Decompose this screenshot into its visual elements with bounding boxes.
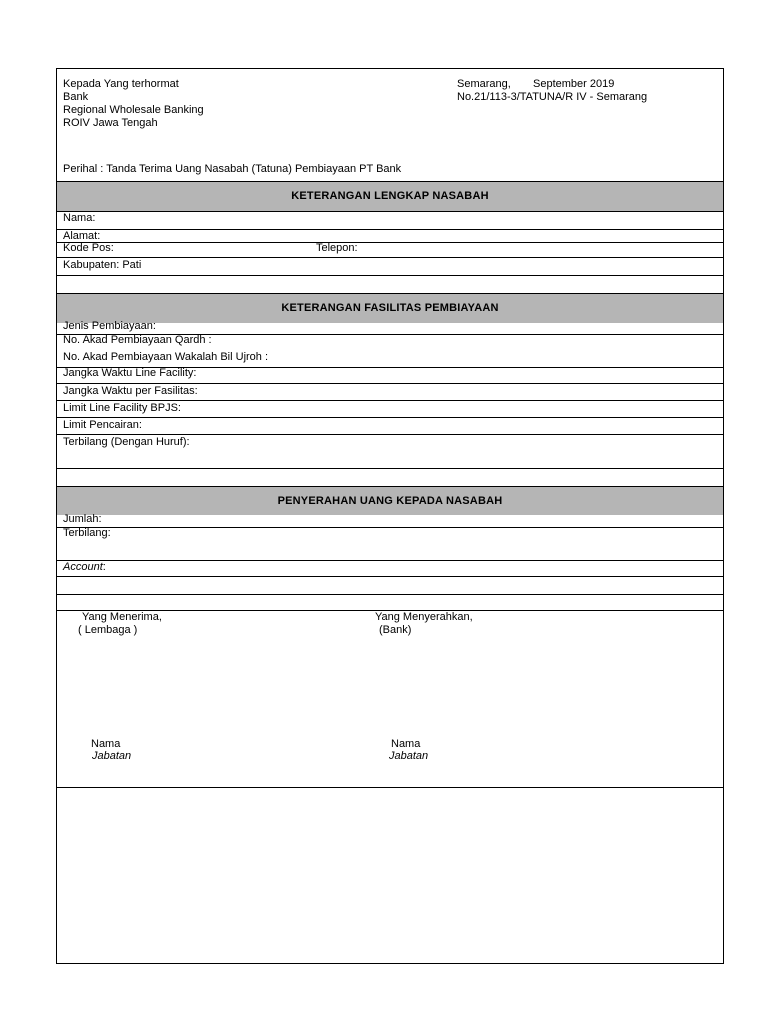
divider: [56, 242, 724, 243]
field-jenis-pembiayaan: Jenis Pembiayaan:: [63, 320, 156, 332]
field-jangka-fasilitas: Jangka Waktu per Fasilitas:: [63, 385, 198, 397]
field-terbilang: Terbilang:: [63, 527, 111, 539]
reference-number: No.21/113-3/TATUNA/R IV - Semarang: [457, 91, 648, 103]
account-label: Account: [63, 561, 103, 573]
field-akad-wakalah: No. Akad Pembiayaan Wakalah Bil Ujroh :: [63, 351, 269, 363]
divider: [56, 468, 724, 469]
field-terbilang-huruf: Terbilang (Dengan Huruf):: [63, 436, 190, 448]
field-jangka-line: Jangka Waktu Line Facility:: [63, 367, 197, 379]
divider: [56, 560, 724, 561]
giver-org: (Bank): [379, 624, 412, 636]
place-label: Semarang,: [457, 78, 511, 90]
subject-line: Perihal : Tanda Terima Uang Nasabah (Tatuna) Pembiayaan PT Bank: [63, 163, 402, 175]
divider: [56, 417, 724, 418]
giver-position: Jabatan: [389, 750, 429, 762]
recipient-line-4: ROIV Jawa Tengah: [63, 117, 158, 129]
divider: [56, 434, 724, 435]
giver-name: Nama: [391, 738, 421, 750]
receiver-name: Nama: [91, 738, 121, 750]
giver-title: Yang Menyerahkan,: [375, 611, 473, 623]
divider: [56, 257, 724, 258]
recipient-line-3: Regional Wholesale Banking: [63, 104, 204, 116]
field-kode-pos: Kode Pos:: [63, 242, 114, 254]
field-telepon: Telepon:: [316, 242, 358, 254]
recipient-line-2: Bank: [63, 91, 89, 103]
field-jumlah: Jumlah:: [63, 513, 102, 525]
divider: [56, 576, 724, 577]
divider: [56, 211, 724, 212]
divider: [56, 275, 724, 276]
receiver-title: Yang Menerima,: [82, 611, 162, 623]
field-kabupaten: Kabupaten: Pati: [63, 259, 142, 271]
field-limit-pencairan: Limit Pencairan:: [63, 419, 142, 431]
divider: [56, 400, 724, 401]
receiver-org: ( Lembaga ): [78, 624, 138, 636]
date-label: September 2019: [533, 78, 615, 90]
divider: [56, 594, 724, 595]
field-alamat: Alamat:: [63, 230, 101, 242]
field-akad-qardh: No. Akad Pembiayaan Qardh :: [63, 334, 212, 346]
section-title-facility: KETERANGAN FASILITAS PEMBIAYAAN: [57, 294, 723, 323]
receiver-position: Jabatan: [92, 750, 132, 762]
divider: [56, 527, 724, 528]
recipient-line-1: Kepada Yang terhormat: [63, 78, 179, 90]
divider: [56, 787, 724, 788]
account-colon: :: [102, 561, 106, 573]
field-limit-line: Limit Line Facility BPJS:: [63, 402, 181, 414]
section-title-customer: KETERANGAN LENGKAP NASABAH: [57, 182, 723, 211]
section-title-handover: PENYERAHAN UANG KEPADA NASABAH: [57, 487, 723, 515]
field-nama: Nama:: [63, 212, 96, 224]
divider: [56, 383, 724, 384]
divider: [56, 229, 724, 230]
field-account: [63, 561, 106, 574]
